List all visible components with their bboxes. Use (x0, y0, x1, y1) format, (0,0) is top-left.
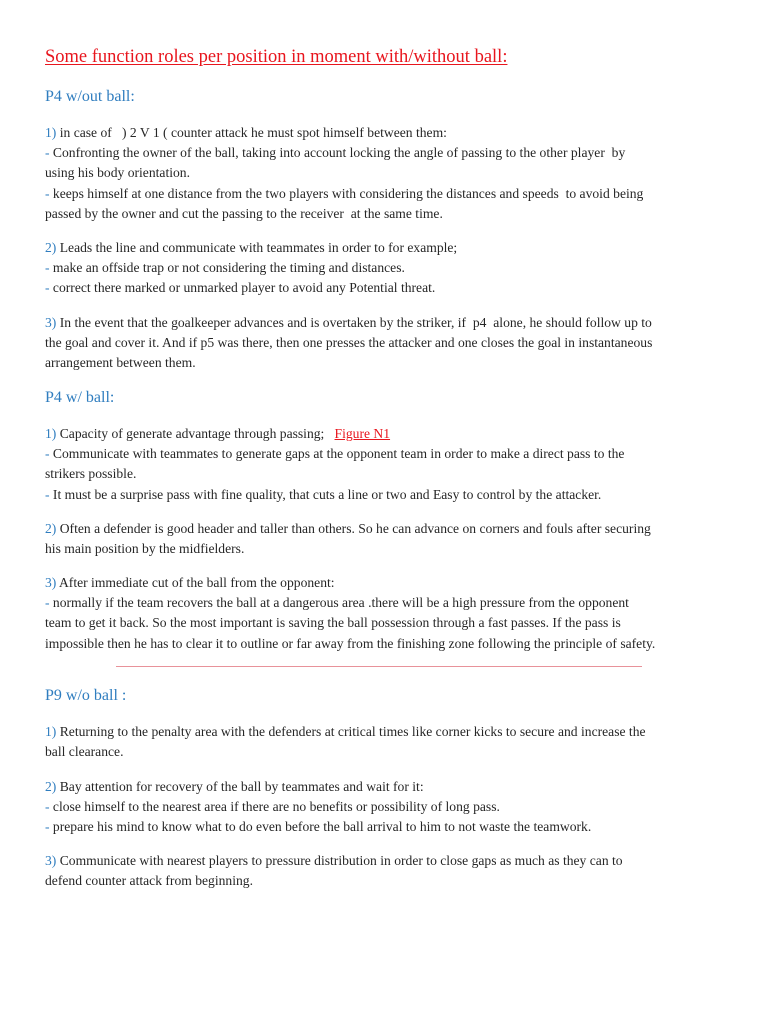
text-line (45, 593, 735, 613)
text-line (45, 143, 735, 163)
paragraph-p9-without-ball-3 (45, 851, 735, 891)
text-line (45, 817, 735, 837)
line-text: Often a defender is good header and taller than others. So he can advance on corners and fouls after securing (56, 521, 651, 536)
line-text: his main position by the midfielders. (45, 541, 245, 557)
line-text: correct there marked or unmarked player to avoid any Potential threat. (49, 280, 436, 296)
line-text: Bay attention for recovery of the ball by teammates and wait for it: (56, 779, 424, 794)
text-line (45, 258, 735, 278)
text-line (45, 519, 735, 539)
line-text: Confronting the owner of the ball, taking into account locking the angle of passing to the other player by (49, 145, 626, 161)
page-title: Some function roles per position in moment with/without ball: (45, 47, 508, 67)
line-text: passed by the owner and cut the passing to the receiver at the same time. (45, 205, 443, 221)
text-line (45, 722, 735, 742)
item-number: 3) (45, 575, 57, 590)
item-number: 2) (45, 521, 57, 536)
section-heading-p4-without-ball: P4 w/out ball: (45, 88, 135, 105)
paragraph-p4-with-ball-3 (45, 573, 735, 654)
item-number: 2) (45, 779, 57, 794)
bullet-dash: - (45, 819, 50, 835)
item-number: 1) (45, 125, 57, 140)
line-text: close himself to the nearest area if there are no benefits or possibility of long pass. (49, 799, 500, 815)
line-text: Returning to the penalty area with the defenders at critical times like corner kicks to secure and increase the (56, 724, 646, 739)
text-line (45, 613, 735, 633)
text-line (45, 238, 735, 258)
bullet-dash: - (45, 145, 50, 161)
item-number: 2) (45, 240, 57, 255)
line-text: make an offside trap or not considering the timing and distances. (49, 260, 405, 276)
bullet-dash: - (45, 486, 50, 502)
text-line (45, 464, 735, 484)
line-text: ball clearance. (45, 744, 124, 760)
section-heading-p9-without-ball: P9 w/o ball : (45, 687, 127, 704)
line-text: normally if the team recovers the ball at a dangerous area .there will be a high pressure from the opponent (49, 595, 629, 611)
text-line (45, 163, 735, 183)
line-text: in case of ) 2 V 1 ( counter attack he must spot himself between them: (56, 125, 447, 140)
line-text: using his body orientation. (45, 165, 190, 181)
bullet-dash: - (45, 260, 50, 276)
text-line (45, 777, 735, 797)
text-line (45, 424, 735, 444)
figure-link[interactable]: Figure N1 (334, 426, 391, 441)
text-line (45, 184, 735, 204)
item-number: 3) (45, 315, 57, 330)
item-number: 1) (45, 426, 57, 441)
item-number: 3) (45, 853, 57, 868)
bullet-dash: - (45, 799, 50, 815)
text-line (45, 278, 735, 298)
paragraph-p4-without-ball-3 (45, 313, 735, 374)
line-text: keeps himself at one distance from the two players with considering the distances and speeds to avoid being (49, 185, 644, 201)
paragraph-p4-with-ball-1 (45, 424, 735, 505)
line-text: Leads the line and communicate with teammates in order to for example; (56, 240, 458, 255)
text-line (45, 333, 735, 353)
line-text: After immediate cut of the ball from the opponent: (56, 575, 335, 590)
paragraph-p4-without-ball-2 (45, 238, 735, 299)
line-text: impossible then he has to clear it to outline or far away from the finishing zone following the principle of safety. (45, 635, 656, 651)
paragraph-p9-without-ball-1 (45, 722, 735, 762)
section-divider (116, 666, 642, 667)
line-text: Communicate with teammates to generate gaps at the opponent team in order to make a direct pass to the (49, 446, 625, 462)
line-text: It must be a surprise pass with fine quality, that cuts a line or two and Easy to control by the attacker. (49, 486, 602, 502)
text-line (45, 353, 735, 373)
text-line (45, 742, 735, 762)
line-text: the goal and cover it. And if p5 was there, then one presses the attacker and one closes the goal in instantaneous (45, 335, 653, 351)
line-text: prepare his mind to know what to do even before the ball arrival to him to not waste the teamwork. (49, 819, 592, 835)
text-line (45, 797, 735, 817)
item-number: 1) (45, 724, 57, 739)
paragraph-p4-with-ball-2 (45, 519, 735, 559)
bullet-dash: - (45, 185, 50, 201)
text-line (45, 444, 735, 464)
text-line (45, 871, 735, 891)
paragraph-p9-without-ball-2 (45, 777, 735, 838)
text-line (45, 313, 735, 333)
line-text: Capacity of generate advantage through passing; (56, 426, 335, 441)
section-heading-p4-with-ball: P4 w/ ball: (45, 389, 115, 406)
line-text: team to get it back. So the most important is saving the ball possession through a fast passes. If the pass is (45, 615, 621, 631)
text-line (45, 204, 735, 224)
paragraph-p4-without-ball-1 (45, 123, 735, 224)
line-text: arrangement between them. (45, 355, 196, 371)
bullet-dash: - (45, 595, 50, 611)
text-line (45, 123, 735, 143)
bullet-dash: - (45, 446, 50, 462)
text-line (45, 485, 735, 505)
text-line (45, 539, 735, 559)
line-text: Communicate with nearest players to pressure distribution in order to close gaps as much as they can to (56, 853, 623, 868)
text-line (45, 634, 735, 654)
line-text: defend counter attack from beginning. (45, 873, 253, 889)
text-line (45, 851, 735, 871)
text-line (45, 573, 735, 593)
bullet-dash: - (45, 280, 50, 296)
line-text: strikers possible. (45, 466, 137, 482)
line-text: In the event that the goalkeeper advances and is overtaken by the striker, if p4 alone, he should follow up to (56, 315, 652, 330)
